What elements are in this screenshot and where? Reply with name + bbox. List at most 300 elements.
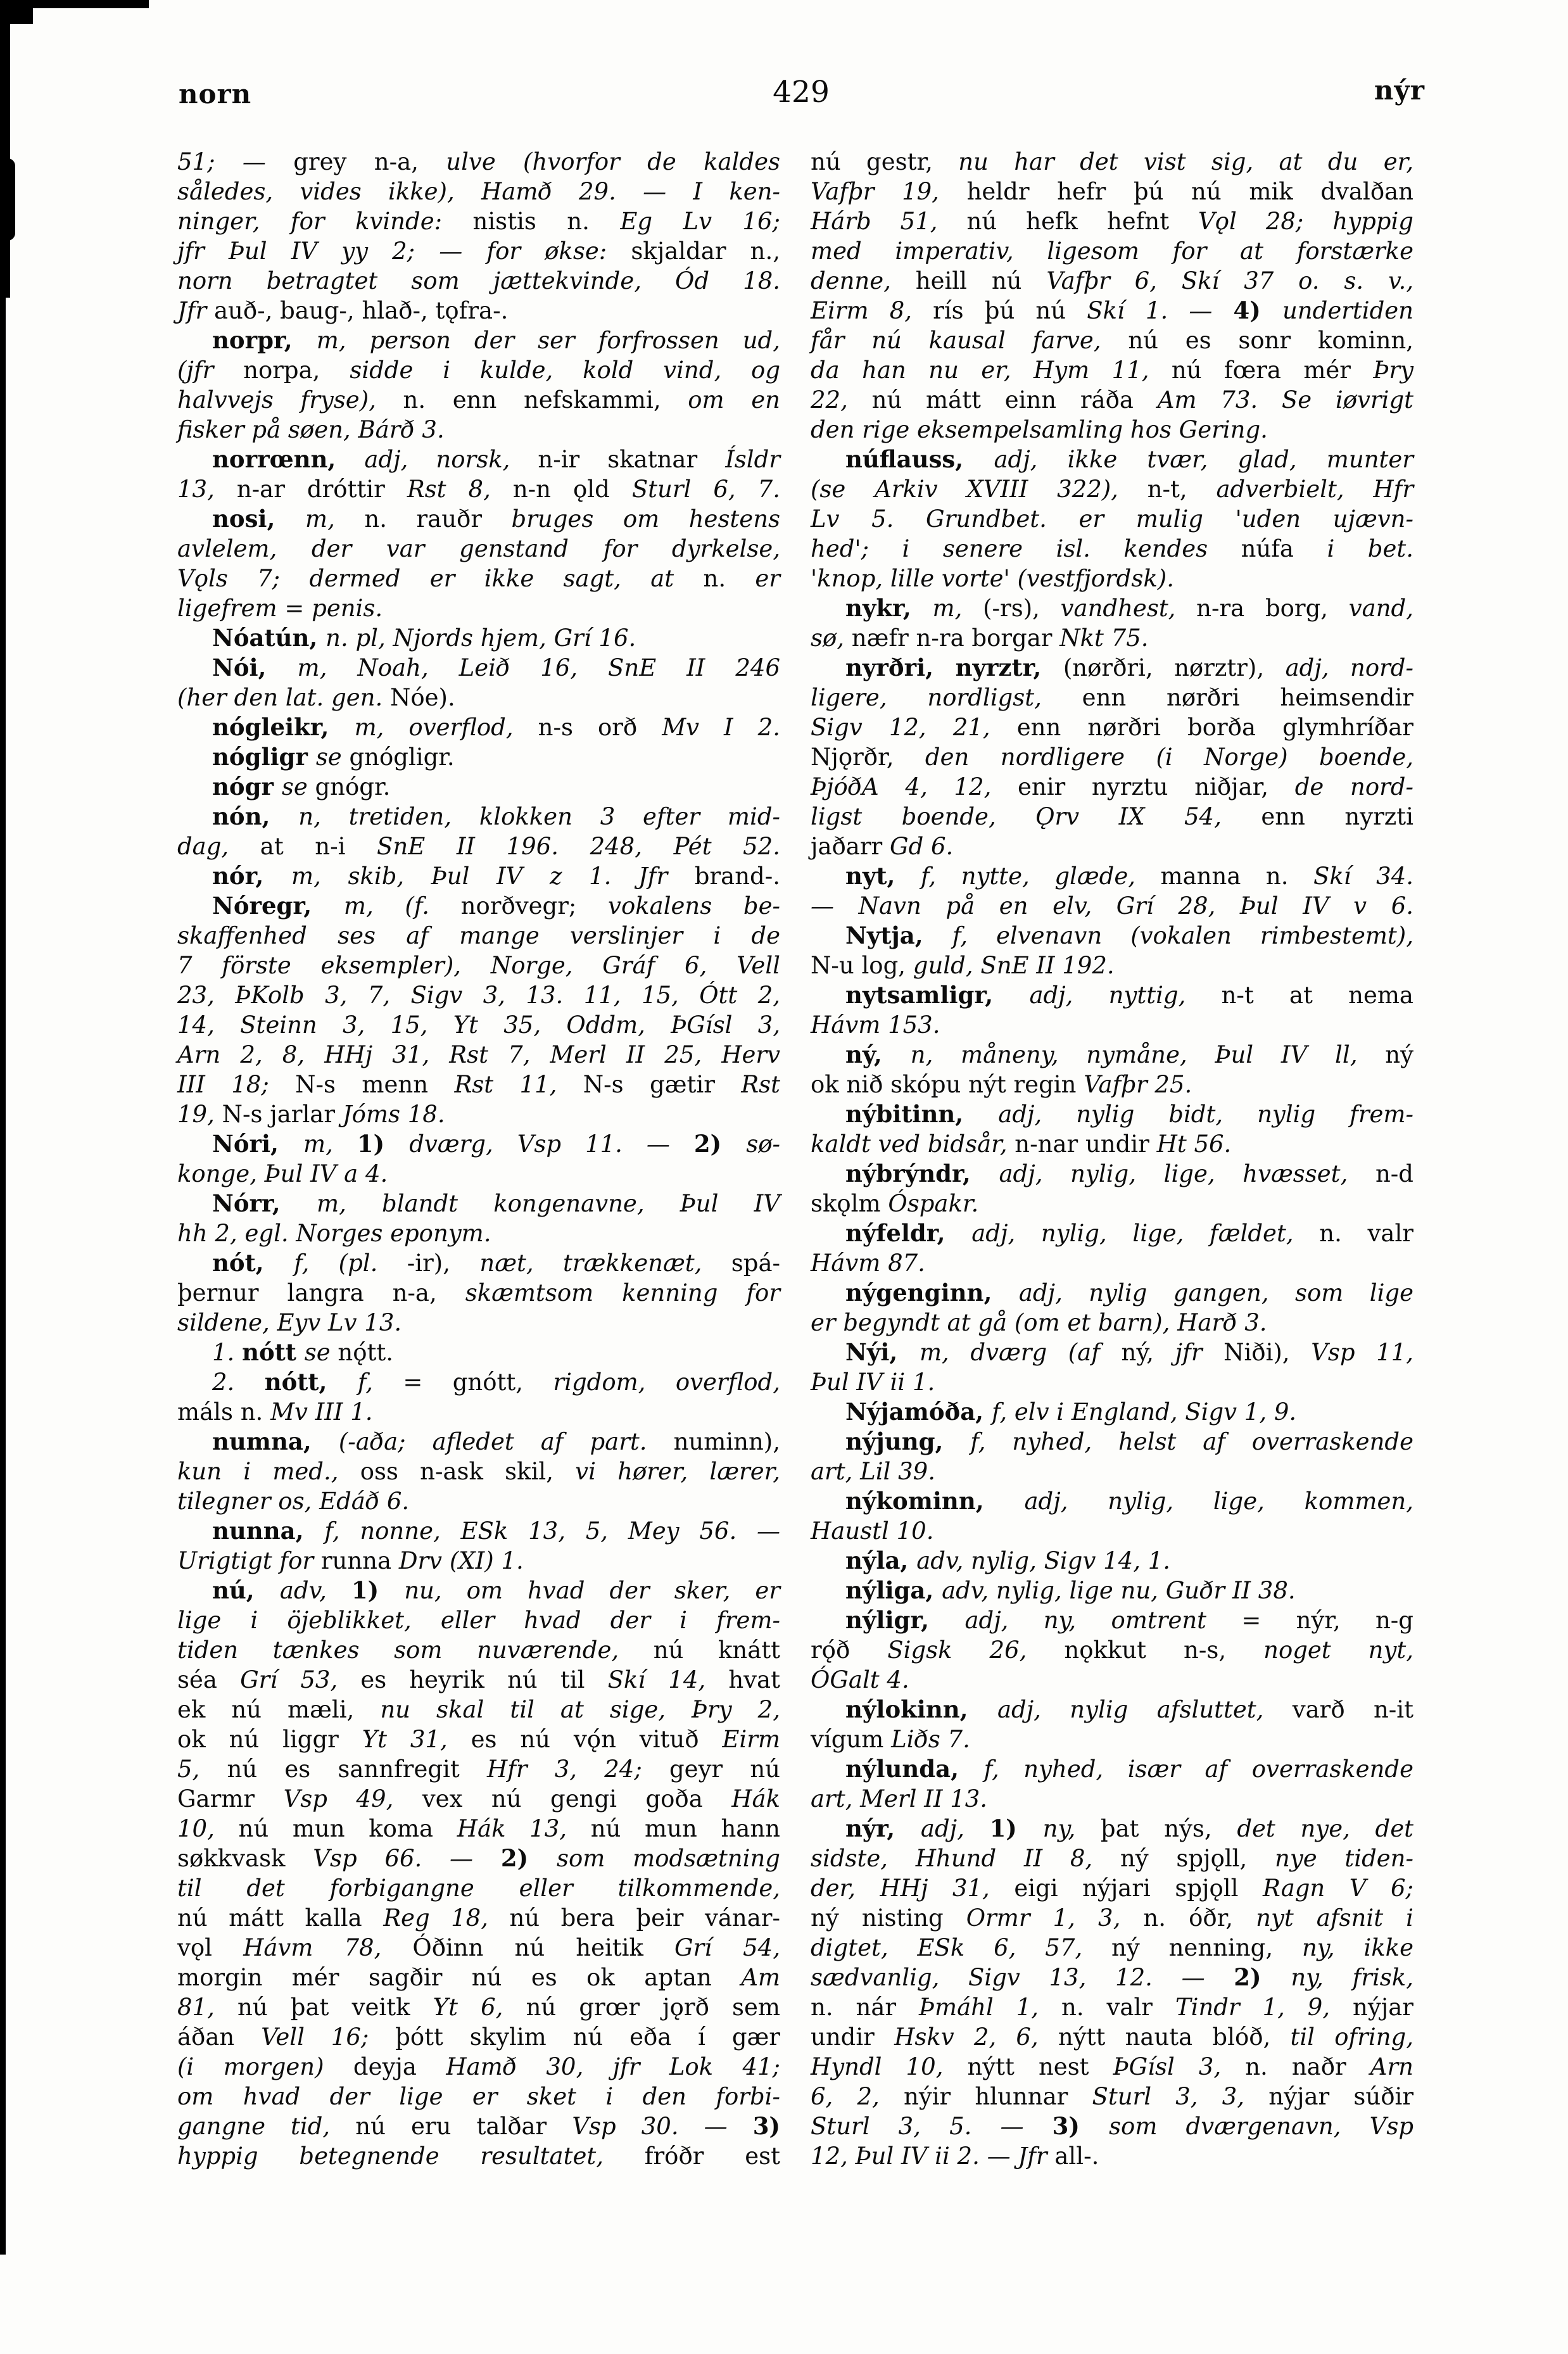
text-segment: m, blandt kongenavne, Þul IV	[317, 1190, 780, 1217]
text-segment: ligst boende, Ǫrv IX 54,	[811, 803, 1261, 830]
text-line	[811, 1665, 1413, 1695]
text-segment: jaðarr	[811, 833, 890, 860]
text-segment: søkkvask	[177, 1845, 313, 1872]
text-line	[177, 1576, 780, 1605]
text-segment: Eirm	[722, 1726, 780, 1753]
text-segment: (her den lat. gen.	[177, 684, 390, 711]
text-segment: gnógligr.	[349, 744, 455, 771]
text-line	[177, 206, 780, 236]
text-segment: ninger, for kvinde:	[177, 208, 473, 235]
text-segment: ÞGísl 3,	[1113, 2053, 1246, 2080]
text-segment: 1.	[212, 1339, 243, 1366]
text-segment: n-nar undir	[1015, 1130, 1157, 1158]
text-line	[177, 742, 780, 772]
text-line	[177, 1784, 780, 1814]
text-segment: nú gestr,	[811, 148, 959, 175]
text-line	[177, 1397, 780, 1427]
text-segment: ny, ikke	[1301, 1934, 1413, 1961]
text-segment: dværg, Vsp 11. —	[409, 1130, 694, 1158]
headword-segment: norpr,	[212, 326, 317, 354]
text-segment: undir	[811, 2023, 895, 2051]
text-segment: n-s orð	[538, 714, 662, 741]
headword-segment: nór,	[212, 862, 291, 890]
text-segment: enir nyrztu niðjar,	[1017, 773, 1295, 800]
text-segment: adj, nylig, lige, kommen,	[1024, 1488, 1413, 1515]
text-line	[811, 802, 1413, 832]
text-line	[177, 296, 780, 326]
text-segment: nu skal til at sige, Þry 2,	[380, 1696, 780, 1723]
header-left-keyword: norn	[179, 79, 252, 110]
text-segment: Tindr 1, 9,	[1175, 1994, 1353, 2021]
text-segment: vi hører, lærer,	[575, 1458, 781, 1485]
text-segment: 2.	[212, 1369, 265, 1396]
text-segment: Ormr 1, 3,	[966, 1904, 1144, 1932]
text-segment: nú þat veitk	[237, 1994, 433, 2021]
text-segment: 5,	[177, 1756, 227, 1783]
text-segment: ok nið skópu nýt regin	[811, 1071, 1084, 1098]
text-segment: se	[315, 744, 350, 771]
text-line	[177, 1724, 780, 1754]
text-segment: Vafþr 6, Skí 37 o. s. v.,	[1046, 267, 1413, 294]
text-segment: nú grœr jǫrð sem	[526, 1994, 780, 2021]
text-line	[177, 147, 780, 177]
text-segment: den nordligere (i Norge) boende,	[925, 744, 1413, 771]
text-segment: digtet, ESk 6, 57,	[811, 1934, 1111, 1961]
text-line	[177, 921, 780, 951]
text-segment: adverbielt, Hfr	[1216, 476, 1413, 503]
text-line	[177, 1605, 780, 1635]
headword-segment: nón,	[212, 802, 299, 830]
text-segment: om hvad der lige er sket i den forbi-	[177, 2083, 780, 2110]
headword-segment: Nytja,	[845, 921, 952, 949]
text-segment: undertiden	[1282, 297, 1414, 324]
text-line	[177, 2111, 780, 2141]
text-segment: N-s gætir	[583, 1071, 742, 1098]
text-segment: ny, frisk,	[1291, 1964, 1413, 1991]
text-line	[811, 2082, 1413, 2111]
text-segment: halvvejs fryse),	[177, 386, 403, 414]
text-segment: þótt skylim nú eða í gær	[395, 2023, 780, 2051]
text-segment: sidste, Hhund II 8,	[811, 1845, 1120, 1872]
text-segment: vígum	[811, 1726, 892, 1753]
text-segment: SnE II 196. 248, Pét 52.	[377, 833, 780, 860]
text-line	[177, 1218, 780, 1248]
text-segment: se	[304, 1339, 338, 1366]
text-segment: nú knátt	[653, 1636, 780, 1664]
text-segment: Vsp 30. —	[572, 2113, 753, 2140]
text-segment: III 18;	[177, 1071, 296, 1098]
text-line	[177, 1695, 780, 1724]
text-line	[177, 653, 780, 683]
headword-segment: nýgenginn,	[845, 1279, 1019, 1307]
text-segment: n. rauðr	[364, 505, 512, 533]
text-segment: adj, norsk,	[364, 446, 538, 473]
text-segment: tilegner os, Edáð 6.	[177, 1488, 410, 1515]
headword-segment: nógligr	[212, 743, 316, 771]
text-segment: 6, 2,	[811, 2083, 904, 2110]
text-segment: n. pl, Njords hjem, Grí 16.	[326, 624, 636, 652]
text-line	[811, 1367, 1413, 1397]
text-segment: næt, trækkenæt,	[479, 1250, 731, 1277]
text-segment: Hamð 30, jfr Lok 41;	[446, 2053, 780, 2080]
text-segment: Mv III 1.	[270, 1398, 373, 1426]
text-segment: nǫkkut n-s,	[1064, 1636, 1264, 1664]
text-segment: adj, nylig, lige, hvæsset,	[999, 1160, 1375, 1187]
text-segment: heldr hefr þú nú mik dvalðan	[966, 178, 1413, 205]
text-line	[177, 1248, 780, 1278]
text-segment: nú bera þeir vánar-	[509, 1904, 780, 1932]
text-line	[177, 564, 780, 593]
text-line	[811, 1784, 1413, 1814]
text-segment: m, dværg (af	[919, 1339, 1122, 1366]
text-segment: adj, nyttig,	[1029, 982, 1222, 1009]
text-line	[811, 1844, 1413, 1873]
text-line	[177, 1338, 780, 1367]
text-segment: Hávm 87.	[811, 1250, 925, 1277]
text-segment: m, overflod,	[354, 714, 538, 741]
text-line	[811, 861, 1413, 891]
text-segment: sædvanlig, Sigv 13, 12. —	[811, 1964, 1234, 1991]
text-line	[811, 1278, 1413, 1308]
text-segment: -ir),	[407, 1250, 480, 1277]
text-segment: morgin mér sagðir nú es ok aptan	[177, 1964, 742, 1991]
text-segment: Eg Lv 16;	[620, 208, 780, 235]
text-segment: m, person der ser forfrossen ud,	[316, 327, 780, 354]
text-segment: Grí 54,	[674, 1934, 780, 1961]
text-line	[177, 474, 780, 504]
text-segment: Yt 31,	[362, 1726, 471, 1753]
text-line	[811, 355, 1413, 385]
text-line	[811, 1605, 1413, 1635]
headword-segment: 2)	[500, 1844, 557, 1872]
text-segment: séa	[177, 1666, 241, 1693]
text-segment: n-ra borg,	[1196, 595, 1349, 622]
text-segment: es nú vǫ́n vituð	[471, 1726, 723, 1753]
text-segment: nú es sonr kominn,	[1128, 327, 1413, 354]
text-segment: ÓGalt 4.	[811, 1666, 909, 1693]
text-line	[811, 1159, 1413, 1189]
text-segment: guld, SnE II 192.	[913, 952, 1115, 979]
text-segment: nye tiden-	[1275, 1845, 1413, 1872]
text-line	[177, 1665, 780, 1695]
text-segment: Hskv 2, 6,	[894, 2023, 1058, 2051]
text-segment: denne,	[811, 267, 916, 294]
text-line	[177, 177, 780, 206]
text-segment: adj, ikke tvær, glad, munter	[994, 446, 1413, 473]
text-line	[811, 1010, 1413, 1040]
text-line	[811, 1129, 1413, 1159]
text-segment: 'knop, lille vorte' (vestfjordsk).	[811, 565, 1174, 592]
text-segment: f, (pl.	[294, 1250, 407, 1277]
text-segment: da han nu er, Hym 11,	[811, 357, 1172, 384]
text-line	[177, 1754, 780, 1784]
text-segment: Rst 11,	[454, 1071, 583, 1098]
text-segment: Hák	[731, 1785, 780, 1813]
text-segment: nú mun hann	[590, 1815, 780, 1842]
headword-segment: nýligr,	[845, 1606, 965, 1634]
text-line	[177, 832, 780, 861]
text-segment: gnógr.	[315, 773, 391, 800]
text-line	[177, 772, 780, 802]
text-segment: 13,	[177, 476, 237, 503]
headword-segment: 3)	[752, 2112, 780, 2140]
text-line	[811, 712, 1413, 742]
text-segment: nistis n.	[472, 208, 621, 235]
text-segment: nyt afsnit i	[1256, 1904, 1413, 1932]
text-segment: 7 förste eksempler), Norge, Gráf 6, Vell	[177, 952, 780, 979]
text-segment: adv, nylig, Sigv 14, 1.	[916, 1547, 1171, 1574]
text-segment: nýtt nauta blóð,	[1058, 2023, 1291, 2051]
text-segment: 10,	[177, 1815, 239, 1842]
text-segment: konge, Þul IV a 4.	[177, 1160, 388, 1187]
text-line	[811, 1814, 1413, 1844]
headword-segment: nykr,	[845, 594, 933, 622]
text-line	[811, 921, 1413, 951]
text-line	[177, 1099, 780, 1129]
text-segment: ný spjǫll,	[1120, 1845, 1275, 1872]
headword-segment: nýbrýndr,	[845, 1160, 999, 1187]
text-segment: Jfr	[177, 297, 214, 324]
dictionary-text-block	[177, 147, 1413, 2171]
text-segment: manna n.	[1160, 863, 1314, 890]
text-segment: ulve (hvorfor de kaldes	[446, 148, 780, 175]
headword-segment: nógleikr,	[212, 713, 355, 741]
text-segment: Sturl 3, 3,	[1092, 2083, 1269, 2110]
text-segment: Yt 6,	[433, 1994, 526, 2021]
text-segment: áðan	[177, 2023, 262, 2051]
text-line	[177, 1457, 780, 1486]
text-segment: tiden tænkes som nuværende,	[177, 1636, 654, 1664]
text-segment: Lv 5. Grundbet. er mulig 'uden ujævn-	[811, 505, 1413, 533]
text-segment: hvat	[728, 1666, 780, 1693]
text-line	[177, 980, 780, 1010]
text-segment: ligefrem = penis.	[177, 595, 383, 622]
headword-segment: núflauss,	[845, 445, 994, 473]
headword-segment: ný,	[845, 1041, 911, 1068]
text-segment: N-s jarlar	[222, 1101, 343, 1128]
text-segment: grey n-a,	[293, 148, 446, 175]
text-segment: ok nú liggr	[177, 1726, 362, 1753]
text-segment: Grí 53,	[240, 1666, 361, 1693]
headword-segment: nýlokinn,	[845, 1695, 997, 1723]
text-segment: máls n.	[177, 1398, 271, 1426]
text-segment: Am 73. Se iøvrigt	[1157, 386, 1414, 414]
text-segment: 12, Þul IV ii 2. — Jfr	[811, 2142, 1055, 2170]
text-segment: adj, nylig, lige, fældet,	[971, 1220, 1320, 1247]
text-segment: Þry	[1373, 357, 1413, 384]
text-segment: enn nyrzti	[1261, 803, 1413, 830]
text-line	[811, 534, 1413, 564]
text-segment: som dværgenavn, Vsp	[1109, 2113, 1414, 2140]
text-segment: nu, om hvad der sker, er	[404, 1577, 780, 1604]
text-segment: nýjar	[1353, 1994, 1413, 2021]
text-line	[177, 1486, 780, 1516]
text-segment: (-aða; afledet af part.	[338, 1428, 674, 1455]
text-segment: nú hefk hefnt	[966, 208, 1199, 235]
headword-segment: 3)	[1052, 2112, 1110, 2140]
headword-segment: 2)	[1234, 1963, 1291, 1991]
text-segment: deyja	[353, 2053, 446, 2080]
text-line	[811, 266, 1413, 296]
text-segment: (se Arkiv XVIII 322),	[811, 476, 1148, 503]
text-segment: Skí 14,	[607, 1666, 729, 1693]
text-segment: skaffenhed ses af mange verslinjer i de	[177, 922, 780, 949]
text-segment: nú es sannfregit	[227, 1756, 487, 1783]
text-line	[177, 712, 780, 742]
text-line	[177, 1963, 780, 1992]
headword-segment: nýla,	[845, 1547, 917, 1574]
text-segment: N-s menn	[295, 1071, 455, 1098]
text-segment: nú mun koma	[238, 1815, 457, 1842]
text-line	[811, 236, 1413, 266]
text-segment: n-t at nema	[1221, 982, 1413, 1009]
text-line	[811, 1516, 1413, 1546]
text-line	[811, 980, 1413, 1010]
text-line	[177, 2082, 780, 2111]
headword-segment: Nýi,	[845, 1338, 920, 1366]
text-segment: brand-.	[694, 863, 780, 890]
text-segment: Jóms 18.	[342, 1101, 445, 1128]
headword-segment: Nórr,	[212, 1189, 317, 1217]
text-segment: Hyndl 10,	[811, 2053, 968, 2080]
text-segment: i bet.	[1327, 535, 1413, 562]
text-segment: lige i öjeblikket, eller hvad der i frem-	[177, 1607, 780, 1634]
text-segment: f, elvenavn (vokalen rimbestemt),	[952, 922, 1413, 949]
text-line	[177, 1814, 780, 1844]
text-line	[177, 2052, 780, 2082]
text-segment: Arn 2, 8, HHj 31, Rst 7, Merl II 25, Herv	[177, 1041, 780, 1068]
text-line	[177, 1159, 780, 1189]
text-line	[811, 1903, 1413, 1933]
text-segment: nýtt nest	[967, 2053, 1113, 2080]
text-line	[811, 1873, 1413, 1903]
text-segment: f, elv i England, Sigv 1, 9.	[991, 1398, 1297, 1426]
text-segment: f, nonne, ESk 13, 5, Mey 56. —	[324, 1517, 780, 1545]
text-line	[811, 564, 1413, 593]
text-segment: kaldt ved bidsår,	[811, 1130, 1015, 1158]
text-segment: f, nytte, glæde,	[921, 863, 1161, 890]
text-line	[177, 1040, 780, 1070]
text-line	[177, 355, 780, 385]
text-segment: n. óðr,	[1143, 1904, 1256, 1932]
text-segment: skjaldar n.,	[631, 237, 780, 265]
text-segment: n.	[703, 565, 756, 592]
headword-segment: nýkominn,	[845, 1487, 1025, 1515]
text-segment: art, Lil 39.	[811, 1458, 935, 1485]
text-line	[177, 1070, 780, 1099]
text-segment: norpa,	[243, 357, 350, 384]
text-line	[811, 2052, 1413, 2082]
text-segment: Garmr	[177, 1785, 284, 1813]
text-segment: ek nú mæli,	[177, 1696, 381, 1723]
text-line	[177, 1278, 780, 1308]
text-line	[177, 504, 780, 534]
text-line	[811, 1695, 1413, 1724]
text-line	[177, 623, 780, 653]
text-segment: Óspakr.	[888, 1190, 979, 1217]
text-segment: næfr n-ra borgar	[851, 624, 1060, 652]
text-segment: nu har det vist sig, at du er,	[958, 148, 1413, 175]
headword-segment: nú,	[212, 1576, 280, 1604]
text-segment: 19,	[177, 1101, 222, 1128]
text-segment: (i morgen)	[177, 2053, 353, 2080]
text-segment: m, skib, Þul IV z 1. Jfr	[291, 863, 695, 890]
text-segment: den rige eksempelsamling hos Gering.	[811, 416, 1268, 443]
text-segment: sø-	[746, 1130, 780, 1158]
text-segment: gangne tid,	[177, 2113, 356, 2140]
text-segment: avlelem, der var genstand for dyrkelse,	[177, 535, 780, 562]
text-line	[811, 593, 1413, 623]
headword-segment: Nýjamóða,	[845, 1398, 992, 1426]
text-segment: Liðs 7.	[891, 1726, 970, 1753]
headword-segment: Nói,	[212, 654, 298, 681]
text-segment: all-.	[1054, 2142, 1099, 2170]
text-segment: Vsp 11,	[1311, 1339, 1414, 1366]
headword-segment: nýjung,	[845, 1427, 971, 1455]
headword-segment: nótt,	[264, 1368, 358, 1396]
text-segment: er	[755, 565, 780, 592]
text-segment: er begyndt at gå (om et barn), Harð 3.	[811, 1309, 1267, 1336]
text-segment: se	[281, 773, 315, 800]
dictionary-column-left	[177, 147, 780, 2171]
text-segment: oss n-ask skil,	[360, 1458, 576, 1485]
text-line	[177, 861, 780, 891]
text-segment: n-t,	[1147, 476, 1217, 503]
text-line	[811, 1457, 1413, 1486]
text-line	[811, 623, 1413, 653]
headword-segment: Nóatún,	[212, 624, 326, 652]
text-line	[811, 1546, 1413, 1576]
text-segment: n-n ǫld	[512, 476, 632, 503]
text-segment: kun i med.,	[177, 1458, 360, 1485]
headword-segment: nosi,	[212, 505, 305, 533]
text-segment: Vafþr 19,	[811, 178, 967, 205]
text-line	[177, 1516, 780, 1546]
text-line	[811, 2111, 1413, 2141]
text-segment: Ragn V 6;	[1262, 1875, 1414, 1902]
text-segment: n-d	[1375, 1160, 1413, 1187]
text-line	[811, 1189, 1413, 1218]
text-segment: Vsp 49,	[283, 1785, 422, 1813]
text-segment: n, tretiden, klokken 3 efter mid-	[298, 803, 781, 830]
text-line	[177, 266, 780, 296]
headword-segment: Nóri,	[212, 1130, 304, 1158]
text-segment: adj, nylig gangen, som lige	[1018, 1279, 1413, 1307]
text-segment: adj, ny, omtrent	[964, 1607, 1242, 1634]
headword-segment: 1)	[351, 1576, 405, 1604]
text-segment: jfr	[1175, 1339, 1224, 1366]
text-segment: skæmtsom kenning for	[465, 1279, 780, 1307]
text-segment: auð-, baug-, hlað-, tǫfra-.	[213, 297, 509, 324]
text-segment: adv, nylig, lige nu, Guðr II 38.	[942, 1577, 1296, 1604]
text-line	[177, 1010, 780, 1040]
text-segment: Skí 1. —	[1087, 297, 1234, 324]
text-segment: f, nyhed, især af overraskende	[983, 1756, 1413, 1783]
text-segment: Vafþr 25.	[1084, 1071, 1192, 1098]
text-segment: — Navn på en elv, Grí 28, Þul IV v 6.	[811, 892, 1413, 920]
text-segment: eigi nýjari spjǫll	[1014, 1875, 1263, 1902]
text-line	[177, 891, 780, 921]
text-segment: Skí 34.	[1313, 863, 1413, 890]
text-segment: til det forbigangne eller tilkommende,	[177, 1875, 780, 1902]
text-segment: adv,	[279, 1577, 351, 1604]
text-segment: Sturl 6, 7.	[631, 476, 780, 503]
text-line	[811, 1218, 1413, 1248]
text-segment: fisker på søen, Bárð 3.	[177, 416, 445, 443]
text-segment: jfr Þul IV yy 2; — for økse:	[177, 237, 631, 265]
text-segment: Reg 18,	[383, 1904, 510, 1932]
text-segment: nú fœra mér	[1171, 357, 1374, 384]
